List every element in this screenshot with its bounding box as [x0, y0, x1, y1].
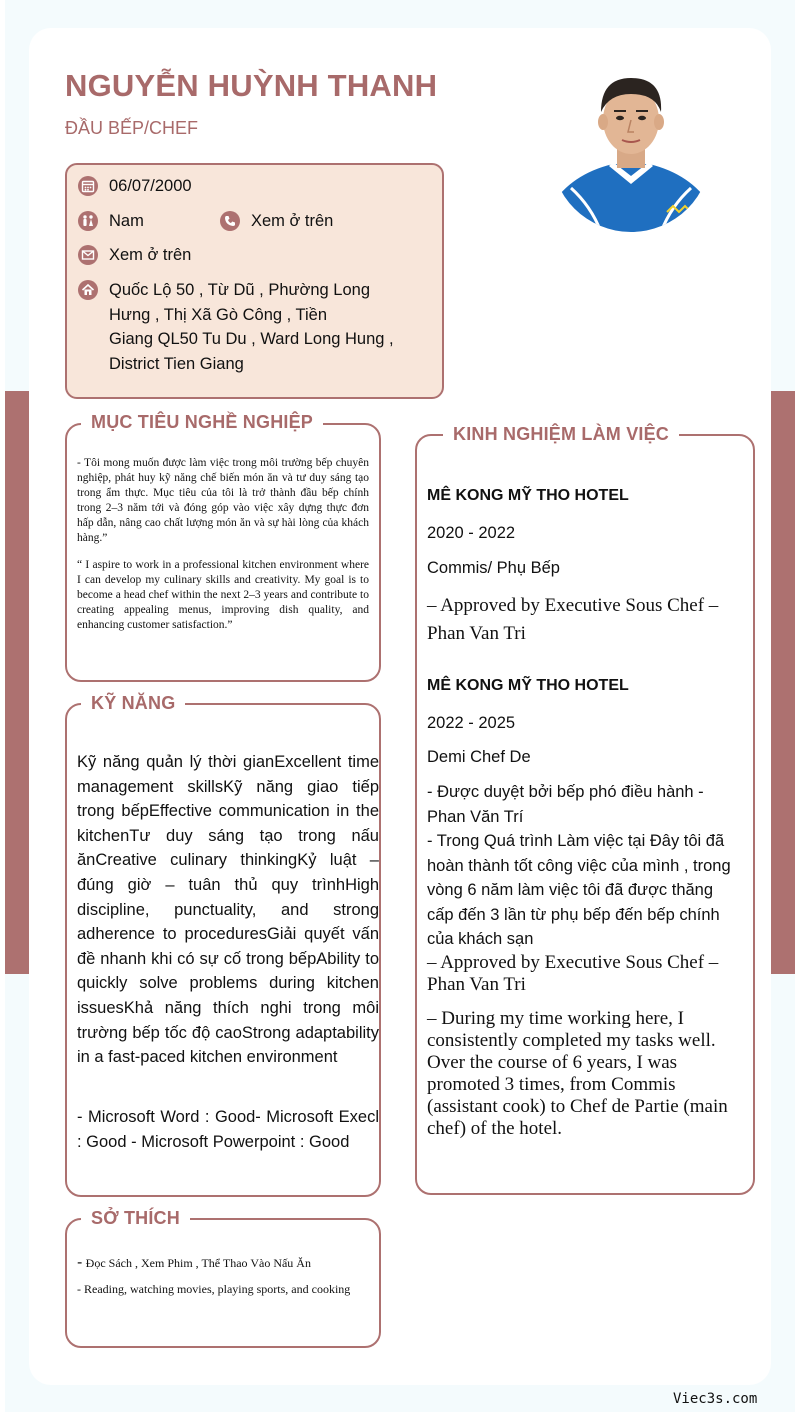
address-line: Hưng , Thị Xã Gò Công , Tiền	[109, 305, 328, 324]
address-value	[109, 278, 394, 376]
job-role: Demi Chef De	[427, 748, 531, 766]
phone-row	[219, 209, 333, 234]
decorative-band-right	[771, 391, 795, 974]
job-description-en: – During my time working here, I consistently completed my tasks well. Over the course of 6 years, I was promoted 3 times, from Commis (assistant cook) to Chef de Partie (main chef) of the hotel.	[427, 1008, 728, 1139]
job-note: – Approved by Executive Sous Chef – Phan Van Tri	[427, 952, 719, 995]
email-value: Xem ở trên	[109, 246, 192, 264]
job-period: 2022 - 2025	[427, 714, 516, 732]
birthdate-value: 06/07/2000	[109, 177, 192, 195]
job-note: – Approved by Executive Sous Chef – Phan Van Tri	[427, 595, 719, 644]
phone-icon	[219, 210, 241, 232]
hobbies-en: - Reading, watching movies, playing sports, and cooking	[77, 1282, 351, 1296]
objective-vi-text: - Tôi mong muốn được làm việc trong môi trường bếp chuyên nghiệp, phát huy kỹ năng chế biến món ăn và tư duy sáng tạo trong ẩm thực. Mục tiêu của tôi là trở thành đầu bếp chính trong 2–3 năm tới và đóng góp vào việc xây dựng thực đơn hấp dẫn, nâng cao chất lượng món ăn và sự hài lòng của khách hàng.”	[77, 457, 369, 544]
calendar-icon	[77, 175, 99, 197]
watermark: Viec3s.com	[673, 1391, 758, 1407]
home-icon	[77, 279, 99, 301]
job-company: MÊ KONG MỸ THO HOTEL	[427, 677, 629, 694]
decorative-band-left	[5, 391, 29, 974]
experience-title: KINH NGHIỆM LÀM VIỆC	[443, 424, 679, 445]
address-line: Quốc Lộ 50 , Từ Dũ , Phường Long	[109, 281, 371, 299]
hobbies-vi-text: Đọc Sách , Xem Phim , Thể Thao Vào Nấu Ăn	[85, 1256, 311, 1270]
email-icon	[77, 244, 99, 266]
hobbies-dash: -	[77, 1254, 83, 1271]
job-company: MÊ KONG MỸ THO HOTEL	[427, 487, 629, 504]
birthdate-row	[77, 174, 192, 199]
office-skills-text: - Microsoft Word : Good- Microsoft Execl : Good - Microsoft Powerpoint : Good	[77, 1108, 379, 1151]
gender-row	[77, 209, 144, 234]
objective-title: MỤC TIÊU NGHỀ NGHIỆP	[81, 412, 323, 433]
gender-value: Nam	[109, 212, 144, 230]
job-description-vi: - Được duyệt bởi bếp phó điều hành - Phan Văn Trí - Trong Quá trình Làm việc tại Đây tôi đã hoàn thành tốt công việc của mình , trong vòng 6 năm làm việc tôi đã được thăng cấp đến 3 lần từ phụ bếp đến bếp chính của khách sạn	[427, 783, 731, 948]
job-title: ĐẦU BẾP/CHEF	[65, 118, 199, 138]
objective-en-text: “ I aspire to work in a professional kitchen environment where I can develop my culinary skills and creativity. My goal is to become a head chef within the next 2–3 years and contribute to creating appealing menus, improving dish quality, and enhancing customer satisfaction.”	[77, 559, 369, 631]
avatar	[551, 56, 711, 232]
hobbies-vi	[77, 1254, 311, 1272]
hobbies-title: SỞ THÍCH	[81, 1208, 190, 1229]
gender-icon	[77, 210, 99, 232]
skills-title: KỸ NĂNG	[81, 693, 185, 714]
job-period: 2020 - 2022	[427, 524, 516, 542]
phone-value: Xem ở trên	[251, 212, 334, 230]
email-row	[77, 243, 191, 268]
address-row	[77, 278, 394, 376]
job-role: Commis/ Phụ Bếp	[427, 559, 560, 577]
address-line: District Tien Giang	[109, 354, 244, 373]
address-line: Giang QL50 Tu Du , Ward Long Hung ,	[109, 330, 394, 348]
candidate-name: NGUYỄN HUỲNH THANH	[65, 68, 438, 103]
skills-text: Kỹ năng quản lý thời gianExcellent time management skillsKỹ năng giao tiếp trong bếpEffective communication in the kitchenTư duy sáng tạo trong nấu ănCreative culinary thinkingKỷ luật – đúng giờ – tuân thủ quy trìnhHigh discipline, punctuality, and strong adherence to proceduresGiải quyết vấn đề nhanh khi có sự cố trong bếpAbility to quickly solve problems during kitchen issuesKhả năng thích nghi trong môi trường bếp tốc độ caoStrong adaptability in a fast-paced kitchen environment	[77, 753, 379, 1067]
